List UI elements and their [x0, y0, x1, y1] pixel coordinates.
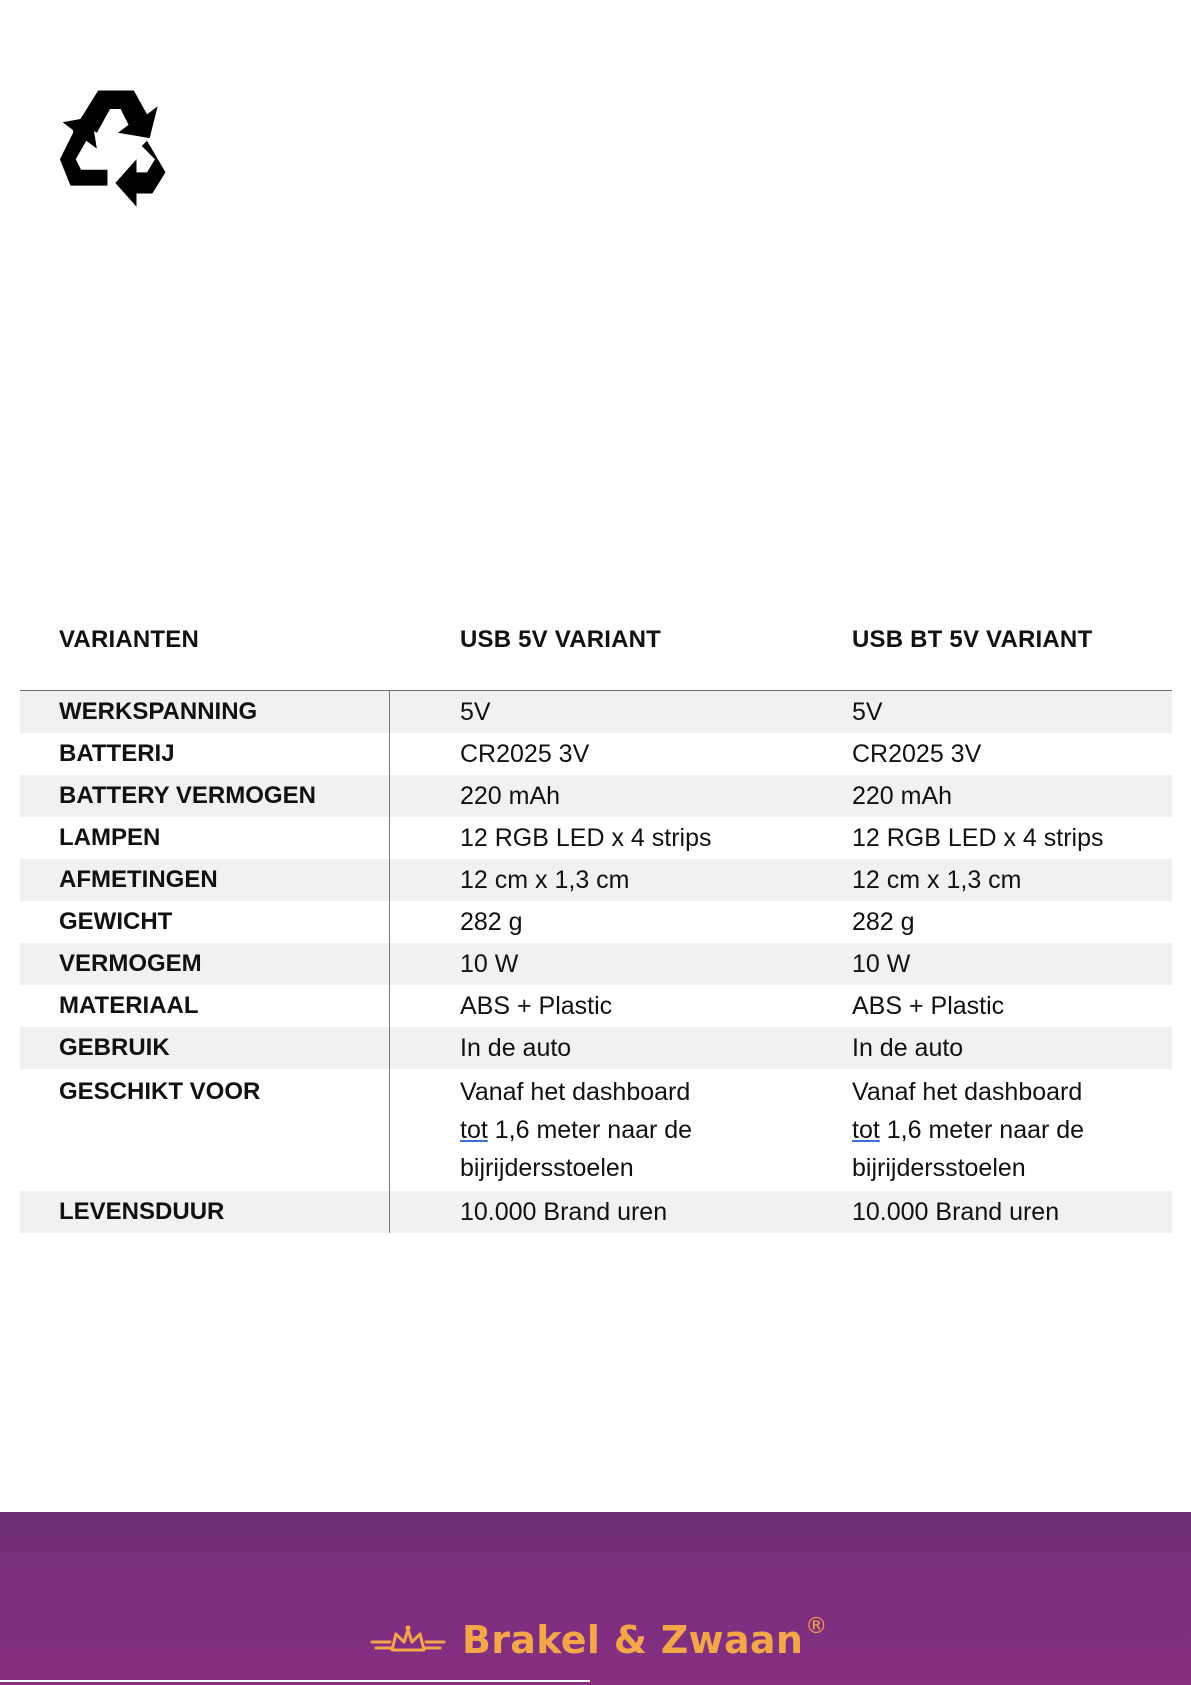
table-row — [20, 859, 1172, 901]
row-label: AFMETINGEN — [20, 859, 390, 901]
value-line: bijrijdersstoelen — [460, 1154, 634, 1182]
row-label: GEBRUIK — [20, 1027, 390, 1069]
header-usb-5v: USB 5V VARIANT — [460, 626, 662, 653]
table-row — [20, 985, 1172, 1027]
row-value-a — [390, 1069, 782, 1191]
row-value-b: 10 W — [852, 950, 911, 978]
table-row — [20, 775, 1172, 817]
row-label: VERMOGEM — [20, 943, 390, 985]
row-value-b: CR2025 3V — [852, 740, 982, 768]
row-label: BATTERIJ — [20, 733, 390, 775]
row-value-a: In de auto — [460, 1034, 572, 1062]
recycle-icon — [52, 80, 184, 212]
row-value-b: 12 cm x 1,3 cm — [852, 866, 1022, 894]
footer-divider — [0, 1680, 590, 1682]
crown-swan-logo-icon — [368, 1620, 448, 1660]
value-line: Vanaf het dashboard — [460, 1078, 691, 1106]
row-value-b: In de auto — [852, 1034, 964, 1062]
value-line: 1,6 meter naar de — [487, 1116, 693, 1144]
row-value-b: 10.000 Brand uren — [852, 1198, 1060, 1226]
table-row — [20, 1027, 1172, 1069]
row-label: GEWICHT — [20, 901, 390, 943]
value-underlined-word: tot — [852, 1116, 880, 1144]
table-row — [20, 691, 1172, 733]
table-header — [20, 590, 1172, 691]
registered-mark: ® — [805, 1613, 828, 1639]
row-value-a: 10 W — [460, 950, 519, 978]
row-label: BATTERY VERMOGEN — [20, 775, 390, 817]
row-value-a: 10.000 Brand uren — [460, 1198, 668, 1226]
row-label: MATERIAAL — [20, 985, 390, 1027]
table-row — [20, 1069, 1172, 1191]
row-value-b — [782, 1069, 1172, 1191]
row-value-b: 5V — [852, 698, 883, 726]
row-value-b: 220 mAh — [852, 782, 953, 810]
row-value-a: 282 g — [460, 908, 523, 936]
table-row — [20, 1191, 1172, 1233]
brand-name: Brakel & Zwaan — [462, 1618, 804, 1662]
brand-logo — [368, 1612, 827, 1668]
table-row — [20, 901, 1172, 943]
row-label: LEVENSDUUR — [20, 1191, 390, 1233]
value-line: Vanaf het dashboard — [852, 1078, 1083, 1106]
row-value-a: 220 mAh — [460, 782, 561, 810]
row-value-a: ABS + Plastic — [460, 992, 613, 1020]
header-varianten: VARIANTEN — [59, 626, 200, 653]
row-value-a: 12 RGB LED x 4 strips — [460, 824, 712, 852]
row-label: LAMPEN — [20, 817, 390, 859]
value-line: 1,6 meter naar de — [879, 1116, 1085, 1144]
row-value-a: CR2025 3V — [460, 740, 590, 768]
row-value-b: 12 RGB LED x 4 strips — [852, 824, 1104, 852]
row-value-b: 282 g — [852, 908, 915, 936]
row-label: GESCHIKT VOOR — [20, 1069, 390, 1191]
spec-table — [20, 590, 1172, 1233]
header-usb-bt-5v: USB BT 5V VARIANT — [852, 626, 1093, 653]
value-underlined-word: tot — [460, 1116, 488, 1144]
table-row — [20, 943, 1172, 985]
value-line: bijrijdersstoelen — [852, 1154, 1026, 1182]
row-value-a: 5V — [460, 698, 491, 726]
table-row — [20, 733, 1172, 775]
table-row — [20, 817, 1172, 859]
table-body — [20, 691, 1172, 1233]
row-value-a: 12 cm x 1,3 cm — [460, 866, 630, 894]
row-value-b: ABS + Plastic — [852, 992, 1005, 1020]
row-label: WERKSPANNING — [20, 691, 390, 733]
